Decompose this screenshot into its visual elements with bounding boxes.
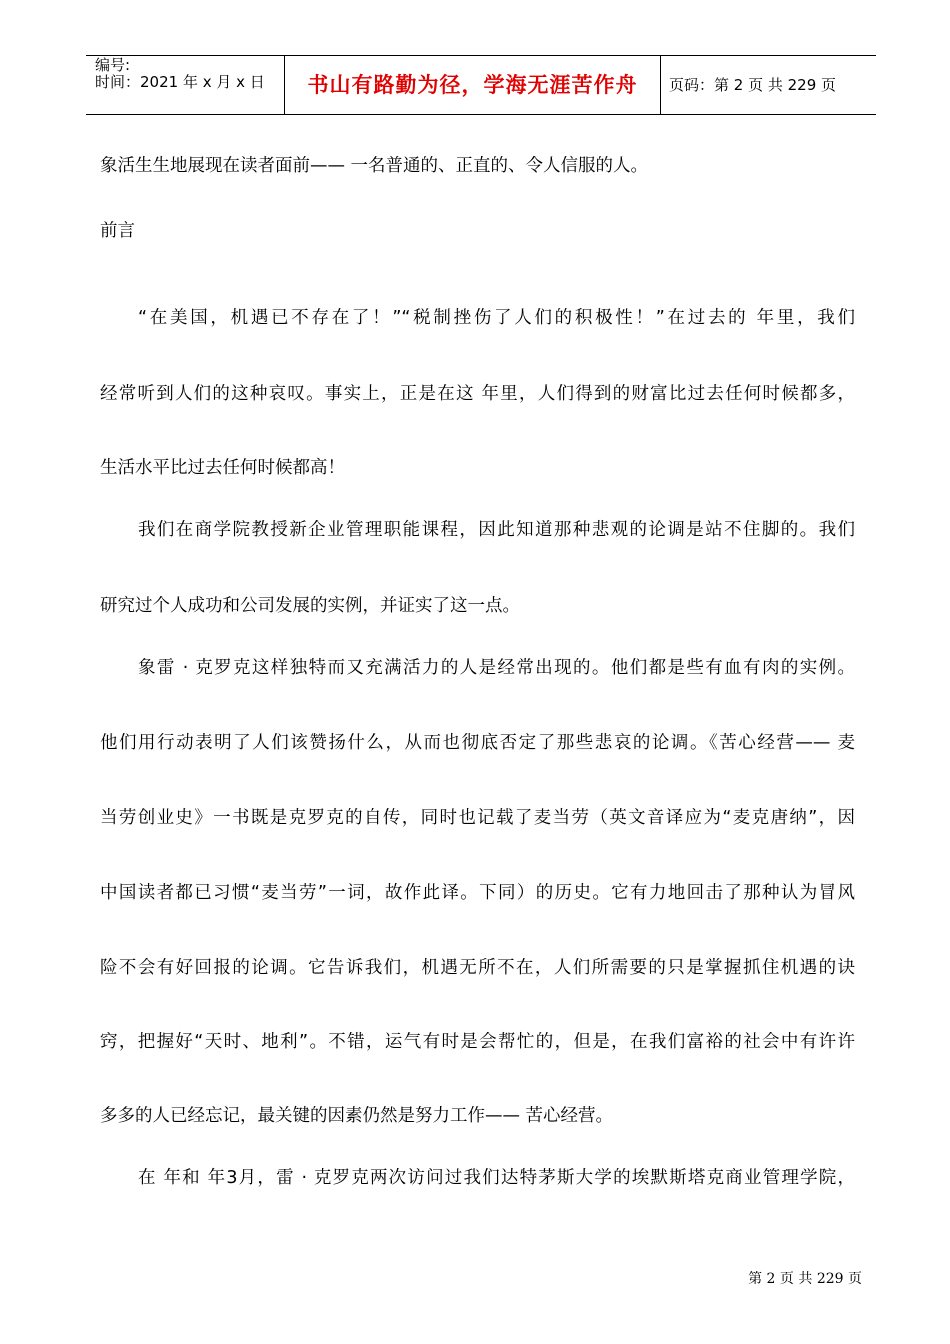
text-line: “在美国，机遇已不存在了！”“税制挫伤了人们的积极性！”在过去的 年里，我们 <box>138 308 855 328</box>
text-line: 象雷 · 克罗克这样独特而又充满活力的人是经常出现的。他们都是些有血有肉的实例。 <box>138 658 855 678</box>
text-line: 研究过个人成功和公司发展的实例，并证实了这一点。 <box>100 596 520 616</box>
header-divider <box>660 56 661 114</box>
section-heading: 前言 <box>100 221 135 241</box>
text-line: 多多的人已经忘记，最关键的因素仍然是努力工作—— 苦心经营。 <box>100 1106 614 1126</box>
page-header <box>86 55 876 115</box>
text-line: 生活水平比过去任何时候都高！ <box>100 458 345 478</box>
time-label: 时间：2021 年 x 月 x 日 <box>95 73 265 91</box>
header-page-info: 页码：第 2 页 共 229 页 <box>669 76 837 94</box>
page-footer: 第 2 页 共 229 页 <box>748 1271 862 1287</box>
text-line: 象活生生地展现在读者面前—— 一名普通的、正直的、令人信服的人。 <box>100 156 649 176</box>
number-label: 编号: <box>95 56 131 74</box>
text-line: 当劳创业史》一书既是克罗克的自传，同时也记载了麦当劳（英文音译应为“麦克唐纳”，因 <box>100 808 855 828</box>
header-meta <box>95 56 285 114</box>
header-motto: 书山有路勤为径，学海无涯苦作舟 <box>307 73 638 97</box>
text-line: 中国读者都已习惯“麦当劳”一词，故作此译。下同）的历史。它有力地回击了那种认为冒风 <box>100 883 855 903</box>
text-line: 窍，把握好“天时、地利”。不错，运气有时是会帮忙的，但是，在我们富裕的社会中有许许 <box>100 1032 855 1052</box>
text-line: 我们在商学院教授新企业管理职能课程，因此知道那种悲观的论调是站不住脚的。我们 <box>138 520 855 540</box>
text-line: 在 年和 年3月，雷 · 克罗克两次访问过我们达特茅斯大学的埃默斯塔克商业管理学院， <box>138 1168 855 1188</box>
text-line: 他们用行动表明了人们该赞扬什么，从而也彻底否定了那些悲哀的论调。《苦心经营—— 麦 <box>100 733 855 753</box>
text-line: 险不会有好回报的论调。它告诉我们，机遇无所不在，人们所需要的只是掌握抓住机遇的诀 <box>100 958 855 978</box>
text-line: 经常听到人们的这种哀叹。事实上，正是在这 年里，人们得到的财富比过去任何时候都多， <box>100 384 855 404</box>
